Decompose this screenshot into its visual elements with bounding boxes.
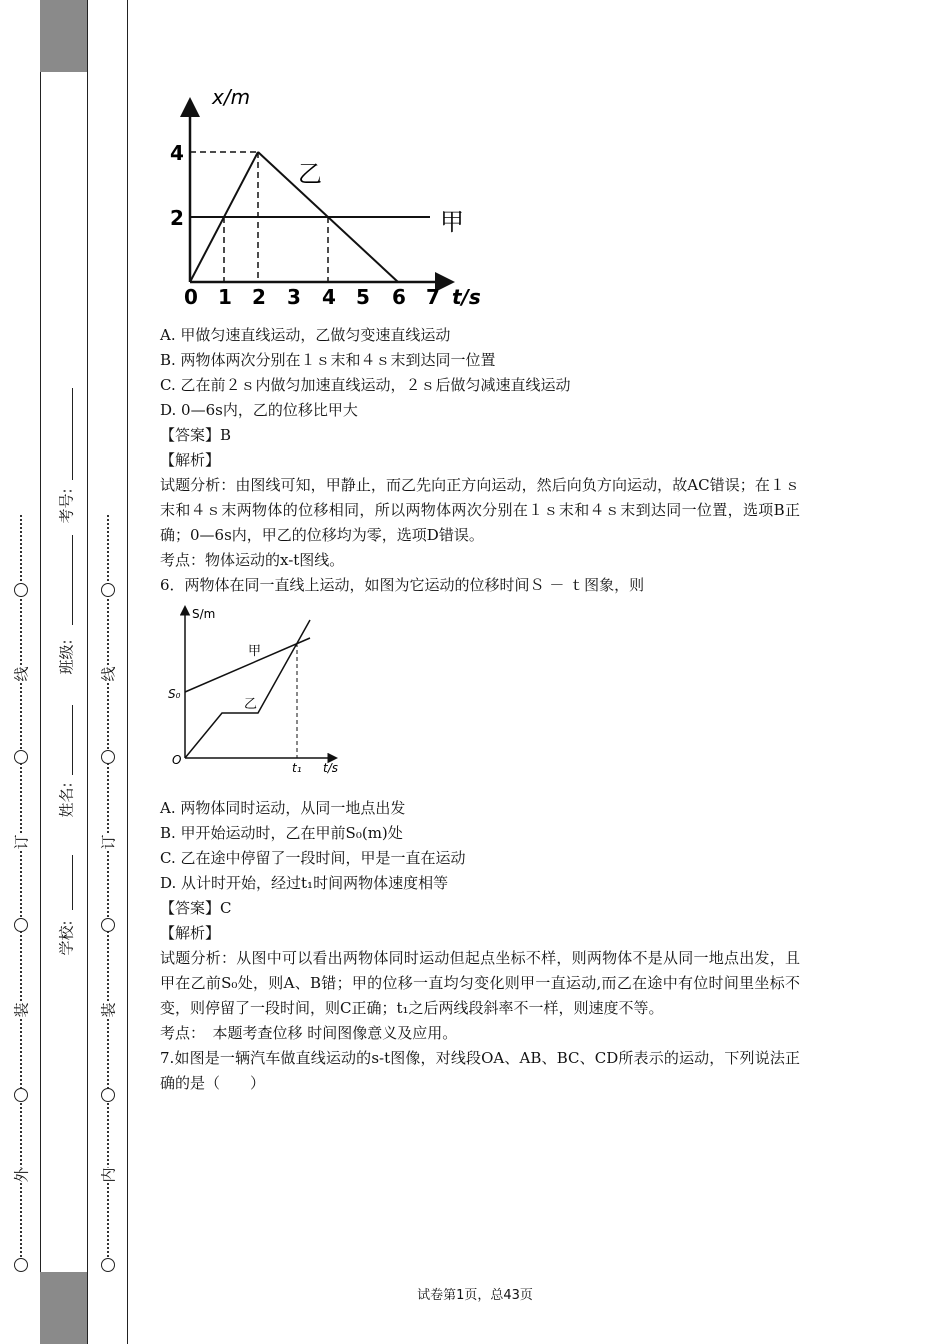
q5-block xyxy=(160,323,800,598)
q6-st-graph xyxy=(160,600,360,780)
punch-circle xyxy=(101,1258,115,1272)
outer-label-ding: 订 xyxy=(12,834,31,850)
inner-label-nei: 内 xyxy=(99,1167,118,1183)
q7-stem: 7.如图是一辆汽车做直线运动的s-t图像，对线段OA、AB、BC、CD所表示的运动，下列说法正确的是（ ） xyxy=(160,1049,800,1092)
q5-x-tick-1: 1 xyxy=(218,285,232,307)
q6-block xyxy=(160,796,800,1096)
q5-x-tick-7: 7 xyxy=(426,285,440,307)
q5-analysis: 试题分析：由图线可知，甲静止，而乙先向正方向运动，然后向负方向运动，故AC错误；在１ｓ末和４ｓ末两物体的位移相同，所以两物体两次分别在１ｓ末和４ｓ末到达同一位置，选项B正确；0—6s内，甲乙的位移均为零，选项D错误。 xyxy=(160,476,800,544)
q5-option-d: D. 0—6s内，乙的位移比甲大 xyxy=(160,401,358,419)
outer-label-wai: 外 xyxy=(12,1167,31,1183)
q5-label-yi: 乙 xyxy=(298,160,322,188)
punch-circle xyxy=(101,1088,115,1102)
q6-option-a: A. 两物体同时运动，从同一地点出发 xyxy=(160,799,406,817)
field-class-label: 班级: xyxy=(57,639,76,675)
margin-rule xyxy=(127,0,128,1344)
q5-x-tick-6: 6 xyxy=(392,285,406,307)
q5-y-tick-2: 2 xyxy=(170,206,184,230)
punch-circle xyxy=(14,583,28,597)
q6-yi-line xyxy=(185,620,310,758)
inner-dotted-line xyxy=(107,515,109,1265)
outer-dotted-line xyxy=(20,515,22,1265)
punch-circle xyxy=(101,918,115,932)
outer-label-xian: 线 xyxy=(12,666,31,682)
q5-x-tick-4: 4 xyxy=(322,285,336,307)
punch-circle xyxy=(101,583,115,597)
margin-rule xyxy=(40,0,41,1344)
inner-label-ding: 订 xyxy=(99,834,118,850)
q6-t1-label: t₁ xyxy=(292,761,302,775)
punch-circle xyxy=(14,918,28,932)
punch-circle xyxy=(14,1088,28,1102)
field-class-blank[interactable] xyxy=(72,535,73,625)
q5-y-axis-label: x/m xyxy=(212,85,251,109)
margin-shade-top xyxy=(40,0,87,72)
inner-label-zhuang: 装 xyxy=(99,1002,118,1018)
q5-point: 考点：物体运动的x-t图线。 xyxy=(160,551,345,569)
q6-label-jia: 甲 xyxy=(248,644,262,659)
q5-y-tick-4: 4 xyxy=(170,141,184,165)
field-name-blank[interactable] xyxy=(72,705,73,775)
q5-answer: 【答案】B xyxy=(160,426,232,444)
field-id-blank[interactable] xyxy=(72,388,73,480)
inner-label-xian: 线 xyxy=(99,666,118,682)
q5-option-a: A. 甲做匀速直线运动，乙做匀变速直线运动 xyxy=(160,326,451,344)
q6-x-axis-label: t/s xyxy=(323,761,338,775)
punch-circle xyxy=(14,1258,28,1272)
q5-option-b: B. 两物体两次分别在１ｓ末和４ｓ末到达同一位置 xyxy=(160,351,496,369)
page-footer: 试卷第1页，总43页 xyxy=(417,1288,533,1303)
q6-option-b: B. 甲开始运动时，乙在甲前S₀(m)处 xyxy=(160,824,403,842)
q5-x-tick-0: 0 xyxy=(184,285,198,307)
margin-shade-bottom xyxy=(40,1272,87,1344)
q5-analysis-head: 【解析】 xyxy=(160,451,221,469)
punch-circle xyxy=(101,750,115,764)
field-school-blank[interactable] xyxy=(72,855,73,910)
field-school-label: 学校: xyxy=(57,920,76,956)
q5-x-tick-2: 2 xyxy=(252,285,266,307)
q6-stem: 6．两物体在同一直线上运动，如图为它运动的位移时间Ｓ － ｔ图象，则 xyxy=(160,576,645,594)
q6-analysis: 试题分析：从图中可以看出两物体同时运动但起点坐标不样，则两物体不是从同一地点出发，且甲在乙前S₀处，则A、B错；甲的位移一直均匀变化则甲一直运动,而乙在途中有位时间里坐标不变，则停留了一段时间，则C正确；t₁之后两线段斜率不一样，则速度不等。 xyxy=(160,949,800,1017)
q5-x-tick-3: 3 xyxy=(287,285,301,307)
q6-analysis-head: 【解析】 xyxy=(160,924,221,942)
q6-label-yi: 乙 xyxy=(244,697,258,712)
q5-xt-graph xyxy=(160,82,500,307)
q6-option-c: C. 乙在途中停留了一段时间，甲是一直在运动 xyxy=(160,849,466,867)
q5-label-jia: 甲 xyxy=(440,208,464,236)
q6-option-d: D. 从计时开始，经过t₁时间两物体速度相等 xyxy=(160,874,449,892)
q5-x-axis-label: t/s xyxy=(452,285,481,307)
outer-label-zhuang: 装 xyxy=(12,1002,31,1018)
margin-rule xyxy=(87,0,88,1344)
q6-point: 考点： 本题考查位移 时间图像意义及应用。 xyxy=(160,1024,458,1042)
field-name-label: 姓名: xyxy=(57,782,76,818)
punch-circle xyxy=(14,750,28,764)
q6-y-axis-label: S/m xyxy=(192,607,216,621)
field-id-label: 考号: xyxy=(57,488,76,524)
q5-x-tick-5: 5 xyxy=(356,285,370,307)
q5-option-c: C. 乙在前２ｓ内做匀加速直线运动，２ｓ后做匀减速直线运动 xyxy=(160,376,571,394)
q6-s0-label: S₀ xyxy=(168,687,181,701)
q6-answer: 【答案】C xyxy=(160,899,232,917)
q6-origin-label: O xyxy=(172,753,182,767)
